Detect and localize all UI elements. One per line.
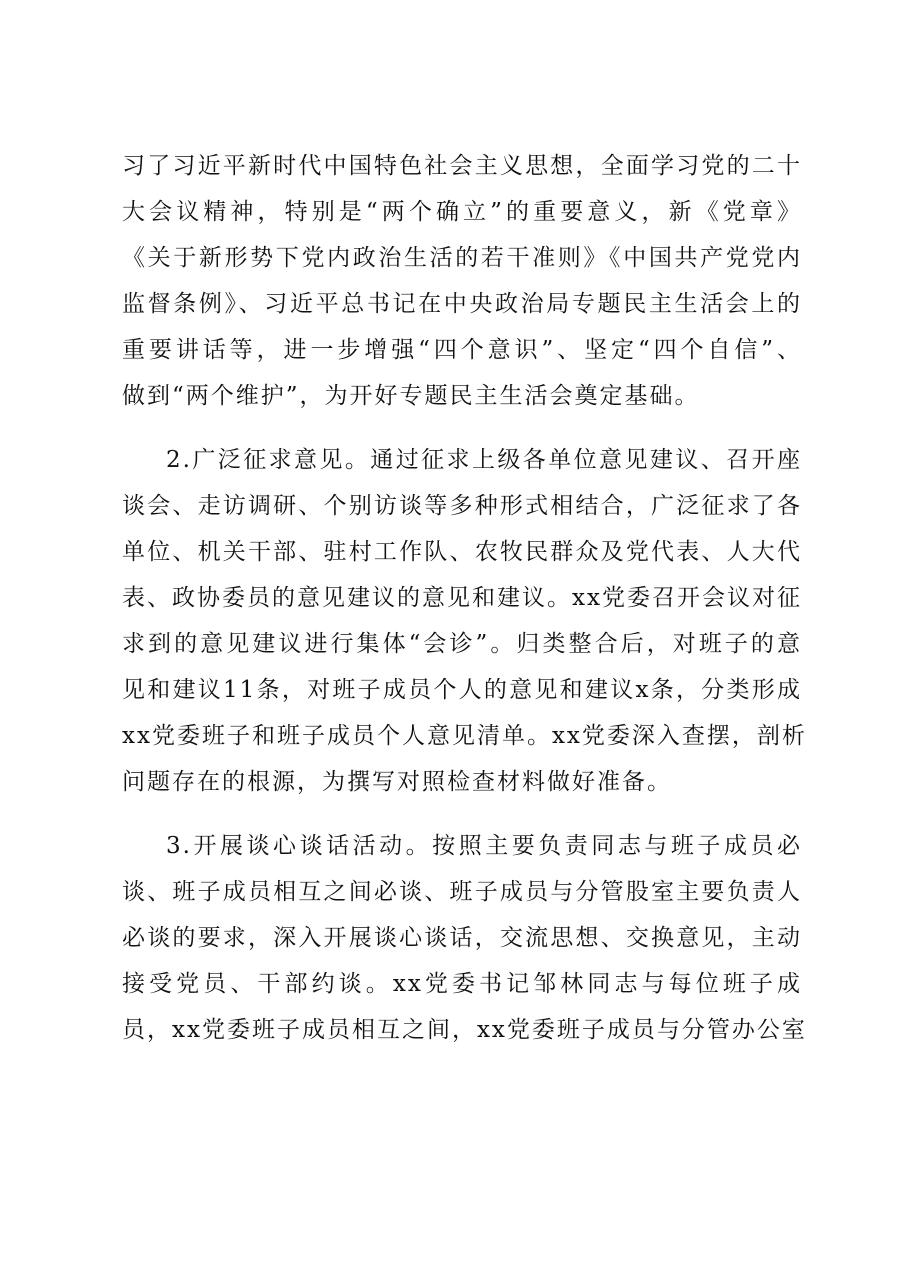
text-line: 《关于新形势下党内政治生活的若干准则》《中国共产党党内 (122, 245, 802, 271)
text-line: 做到“两个维护”，为开好专题民主生活会奠定基础。 (122, 383, 700, 409)
text-line: 大会议精神，特别是“两个确立”的重要意义，新《党章》 (122, 199, 802, 225)
text-line: 接受党员、干部约谈。xx党委书记邹林同志与每位班子成 (122, 971, 802, 997)
text-line: xx党委班子和班子成员个人意见清单。xx党委深入查摆，剖析 (122, 723, 807, 749)
text-line: 谈、班子成员相互之间必谈、班子成员与分管股室主要负责人 (122, 879, 802, 905)
text-line: 表、政协委员的意见建议的意见和建议。xx党委召开会议对征 (122, 585, 802, 611)
text-line: 重要讲话等，进一步增强“四个意识”、坚定“四个自信”、 (122, 337, 802, 363)
text-line: 单位、机关干部、驻村工作队、农牧民群众及党代表、人大代 (122, 539, 802, 565)
text-line: 员，xx党委班子成员相互之间，xx党委班子成员与分管办公室 (122, 1017, 807, 1043)
text-line: 问题存在的根源，为撰写对照检查材料做好准备。 (122, 769, 672, 795)
text-line: 3.开展谈心谈话活动。按照主要负责同志与班子成员必 (166, 833, 802, 859)
text-line: 监督条例》、习近平总书记在中央政治局专题民主生活会上的 (122, 291, 802, 317)
paragraph-3 (122, 823, 807, 1053)
text-line: 2.广泛征求意见。通过征求上级各单位意见建议、召开座 (166, 447, 802, 473)
document-body (122, 143, 807, 1071)
text-line: 必谈的要求，深入开展谈心谈话，交流思想、交换意见，主动 (122, 925, 802, 951)
paragraph-2 (122, 437, 807, 805)
paragraph-1 (122, 143, 802, 419)
text-line: 求到的意见建议进行集体“会诊”。归类整合后，对班子的意 (122, 631, 802, 657)
text-line: 谈会、走访调研、个别访谈等多种形式相结合，广泛征求了各 (122, 493, 802, 519)
text-line: 见和建议11条，对班子成员个人的意见和建议x条，分类形成 (122, 677, 802, 703)
text-line: 习了习近平新时代中国特色社会主义思想，全面学习党的二十 (122, 153, 802, 179)
